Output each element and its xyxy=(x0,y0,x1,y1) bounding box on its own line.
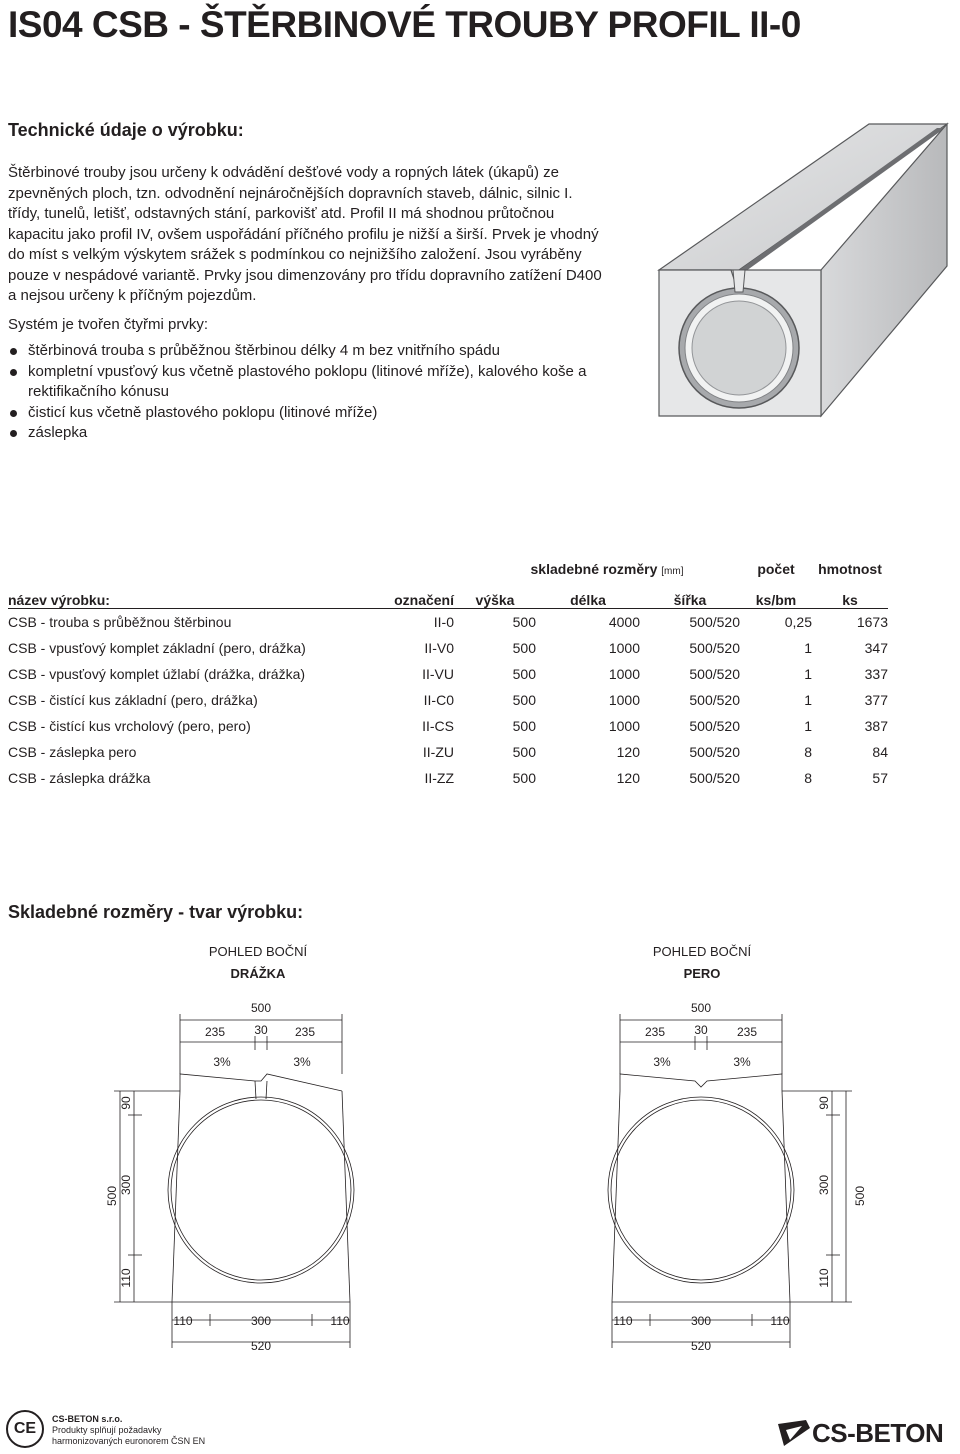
footer-company-info xyxy=(52,1414,252,1447)
dim-top-mid: 30 xyxy=(254,1023,268,1037)
dim-height-total: 500 xyxy=(853,1185,867,1207)
dim-slope-left: 3% xyxy=(213,1055,231,1069)
cell-name: CSB - čistící kus základní (pero, drážka) xyxy=(8,692,258,708)
dimensions-heading: Skladebné rozměry - tvar výrobku: xyxy=(8,902,304,922)
technical-description xyxy=(8,163,608,444)
cell-length: 4000 xyxy=(608,614,640,630)
cell-weight: 347 xyxy=(864,640,888,656)
cell-name: CSB - vpusťový komplet základní (pero, drážka) xyxy=(8,640,306,656)
cell-width: 500/520 xyxy=(689,666,740,682)
group-dimensions-label: skladebné rozměry xyxy=(530,561,658,577)
brand-logo-icon xyxy=(776,1418,812,1448)
cell-name: CSB - záslepka drážka xyxy=(8,770,151,786)
view-pero-drawing xyxy=(570,990,870,1360)
dim-bottom-mid: 300 xyxy=(690,1314,712,1328)
dim-slope-right: 3% xyxy=(293,1055,311,1069)
brand-logo-text: CS-BETON xyxy=(812,1418,944,1448)
cell-pcs-per-m: 0,25 xyxy=(784,614,812,630)
cell-height: 500 xyxy=(512,744,536,760)
cell-width: 500/520 xyxy=(689,640,740,656)
cell-code: II-VU xyxy=(422,666,454,682)
cell-length: 120 xyxy=(616,744,640,760)
list-item: štěrbinová trouba s průběžnou štěrbinou délky 4 m bez vnitřního spádu xyxy=(8,341,608,362)
list-item: čisticí kus včetně plastového poklopu (litinové mříže) xyxy=(8,403,608,424)
cell-code: II-0 xyxy=(433,614,454,630)
list-item: záslepka xyxy=(8,423,608,444)
cell-code: II-C0 xyxy=(423,692,454,708)
cell-name: CSB - čistící kus vrcholový (pero, pero) xyxy=(8,718,251,734)
cell-pcs-per-m: 8 xyxy=(804,744,812,760)
list-item: kompletní vpusťový kus včetně plastového poklopu (litinové mříže), kalového koše a rektifikačního kónusu xyxy=(8,362,608,403)
table-row xyxy=(8,765,888,791)
table-header xyxy=(8,582,888,609)
group-dimensions xyxy=(454,556,740,582)
dim-top-right: 235 xyxy=(294,1025,316,1039)
group-count: počet xyxy=(757,561,795,577)
cell-weight: 387 xyxy=(864,718,888,734)
cell-weight: 57 xyxy=(872,770,888,786)
dim-top-total: 500 xyxy=(690,1001,712,1015)
cell-width: 500/520 xyxy=(689,744,740,760)
cell-height: 500 xyxy=(512,640,536,656)
footer-note-line2: harmonizovaných euronorem ČSN EN xyxy=(52,1436,206,1446)
header-code: označení xyxy=(368,582,454,609)
dim-height-top: 90 xyxy=(817,1096,831,1110)
cell-length: 120 xyxy=(616,770,640,786)
cell-weight: 84 xyxy=(872,744,888,760)
header-pcs-per-m: ks/bm xyxy=(740,582,812,609)
system-intro: Systém je tvořen čtyřmi prvky: xyxy=(8,315,209,333)
cell-name: CSB - vpusťový komplet úžlabí (drážka, drážka) xyxy=(8,666,306,682)
dim-height-bottom: 110 xyxy=(119,1268,133,1288)
cell-code: II-CS xyxy=(422,718,454,734)
product-table xyxy=(8,556,888,791)
cell-name: CSB - záslepka pero xyxy=(8,744,137,760)
ce-mark-icon: CE xyxy=(6,1410,44,1448)
cell-code: II-V0 xyxy=(424,640,454,656)
dim-slope-left: 3% xyxy=(653,1055,671,1069)
table-row xyxy=(8,739,888,765)
table-row xyxy=(8,687,888,713)
dim-top-total: 500 xyxy=(250,1001,272,1015)
cell-length: 1000 xyxy=(608,718,640,734)
cell-weight: 1673 xyxy=(856,614,888,630)
dim-top-mid: 30 xyxy=(694,1023,708,1037)
cell-pcs-per-m: 1 xyxy=(804,718,812,734)
cell-width: 500/520 xyxy=(689,770,740,786)
dim-height-top: 90 xyxy=(119,1096,133,1110)
cell-length: 1000 xyxy=(608,640,640,656)
dim-top-right: 235 xyxy=(736,1025,758,1039)
technical-heading: Technické údaje o výrobku: xyxy=(8,120,244,140)
system-elements-list xyxy=(8,341,608,444)
cell-pcs-per-m: 1 xyxy=(804,640,812,656)
header-height: výška xyxy=(454,582,536,609)
view-drazka-title: POHLED BOČNÍ xyxy=(208,944,308,959)
cell-weight: 337 xyxy=(864,666,888,682)
cell-weight: 377 xyxy=(864,692,888,708)
cell-height: 500 xyxy=(512,770,536,786)
cell-length: 1000 xyxy=(608,692,640,708)
dim-top-left: 235 xyxy=(204,1025,226,1039)
header-pcs: ks xyxy=(812,582,888,609)
technical-paragraph: Štěrbinové trouby jsou určeny k odvádění dešťové vody a ropných látek (úkapů) ze zpevněných ploch, tzn. odvodnění nejnáročnějších dopravních staveb, dálnic, silnic I. třídy, tunelů, letišť, odstavných stání, parkovišť atd. Profil II má shodnou průtočnou kapacitu jako profil IV, ovšem uspořádání příčného profilu je nižší a širší. Prvek je vhodný do míst s velkým výskytem srážek s podmínkou co nejnižšího založení. Jsou vyráběny pouze v nespádové variantě. Prvky jsou dimenzovány pro třídu dopravního zatížení D400 a nejsou určeny k příčným pojezdům. xyxy=(8,164,602,304)
cell-height: 500 xyxy=(512,614,536,630)
footer-note-line1: Produkty splňují požadavky xyxy=(52,1425,162,1435)
footer-company-name: CS-BETON s.r.o. xyxy=(52,1414,123,1424)
group-dimensions-unit: [mm] xyxy=(661,566,684,577)
cell-code: II-ZU xyxy=(422,744,454,760)
dim-slope-right: 3% xyxy=(733,1055,751,1069)
cell-pcs-per-m: 1 xyxy=(804,692,812,708)
header-name: název výrobku: xyxy=(8,582,368,609)
cell-width: 500/520 xyxy=(689,718,740,734)
header-length: délka xyxy=(536,582,640,609)
cell-pcs-per-m: 8 xyxy=(804,770,812,786)
dim-bottom-right: 110 xyxy=(330,1314,350,1328)
cell-name: CSB - trouba s průběžnou štěrbinou xyxy=(8,614,232,630)
cell-height: 500 xyxy=(512,666,536,682)
cell-height: 500 xyxy=(512,692,536,708)
cell-pcs-per-m: 1 xyxy=(804,666,812,682)
cell-width: 500/520 xyxy=(689,614,740,630)
dim-height-total: 500 xyxy=(105,1185,119,1207)
dim-height-mid: 300 xyxy=(119,1174,133,1196)
dim-height-mid: 300 xyxy=(817,1174,831,1196)
table-group-header xyxy=(8,556,888,582)
dim-bottom-left: 110 xyxy=(173,1314,193,1328)
product-illustration xyxy=(655,120,951,420)
cell-width: 500/520 xyxy=(689,692,740,708)
cell-length: 1000 xyxy=(608,666,640,682)
dim-bottom-mid: 300 xyxy=(250,1314,272,1328)
dim-bottom-total: 520 xyxy=(250,1339,272,1353)
cell-code: II-ZZ xyxy=(424,770,454,786)
view-drazka-subtitle: DRÁŽKA xyxy=(230,966,286,981)
view-drazka-drawing xyxy=(80,990,380,1360)
view-pero-title: POHLED BOČNÍ xyxy=(652,944,752,959)
table-row xyxy=(8,713,888,739)
table-row xyxy=(8,635,888,661)
dim-bottom-total: 520 xyxy=(690,1339,712,1353)
dim-bottom-left: 110 xyxy=(613,1314,633,1328)
dim-top-left: 235 xyxy=(644,1025,666,1039)
view-pero-subtitle: PERO xyxy=(683,966,721,981)
table-row xyxy=(8,661,888,687)
cell-height: 500 xyxy=(512,718,536,734)
dim-bottom-right: 110 xyxy=(770,1314,790,1328)
header-width: šířka xyxy=(640,582,740,609)
group-weight: hmotnost xyxy=(818,561,882,577)
table-row xyxy=(8,609,888,636)
page-title: IS04 CSB - ŠTĚRBINOVÉ TROUBY PROFIL II-0 xyxy=(8,4,801,45)
dim-height-bottom: 110 xyxy=(817,1268,831,1288)
